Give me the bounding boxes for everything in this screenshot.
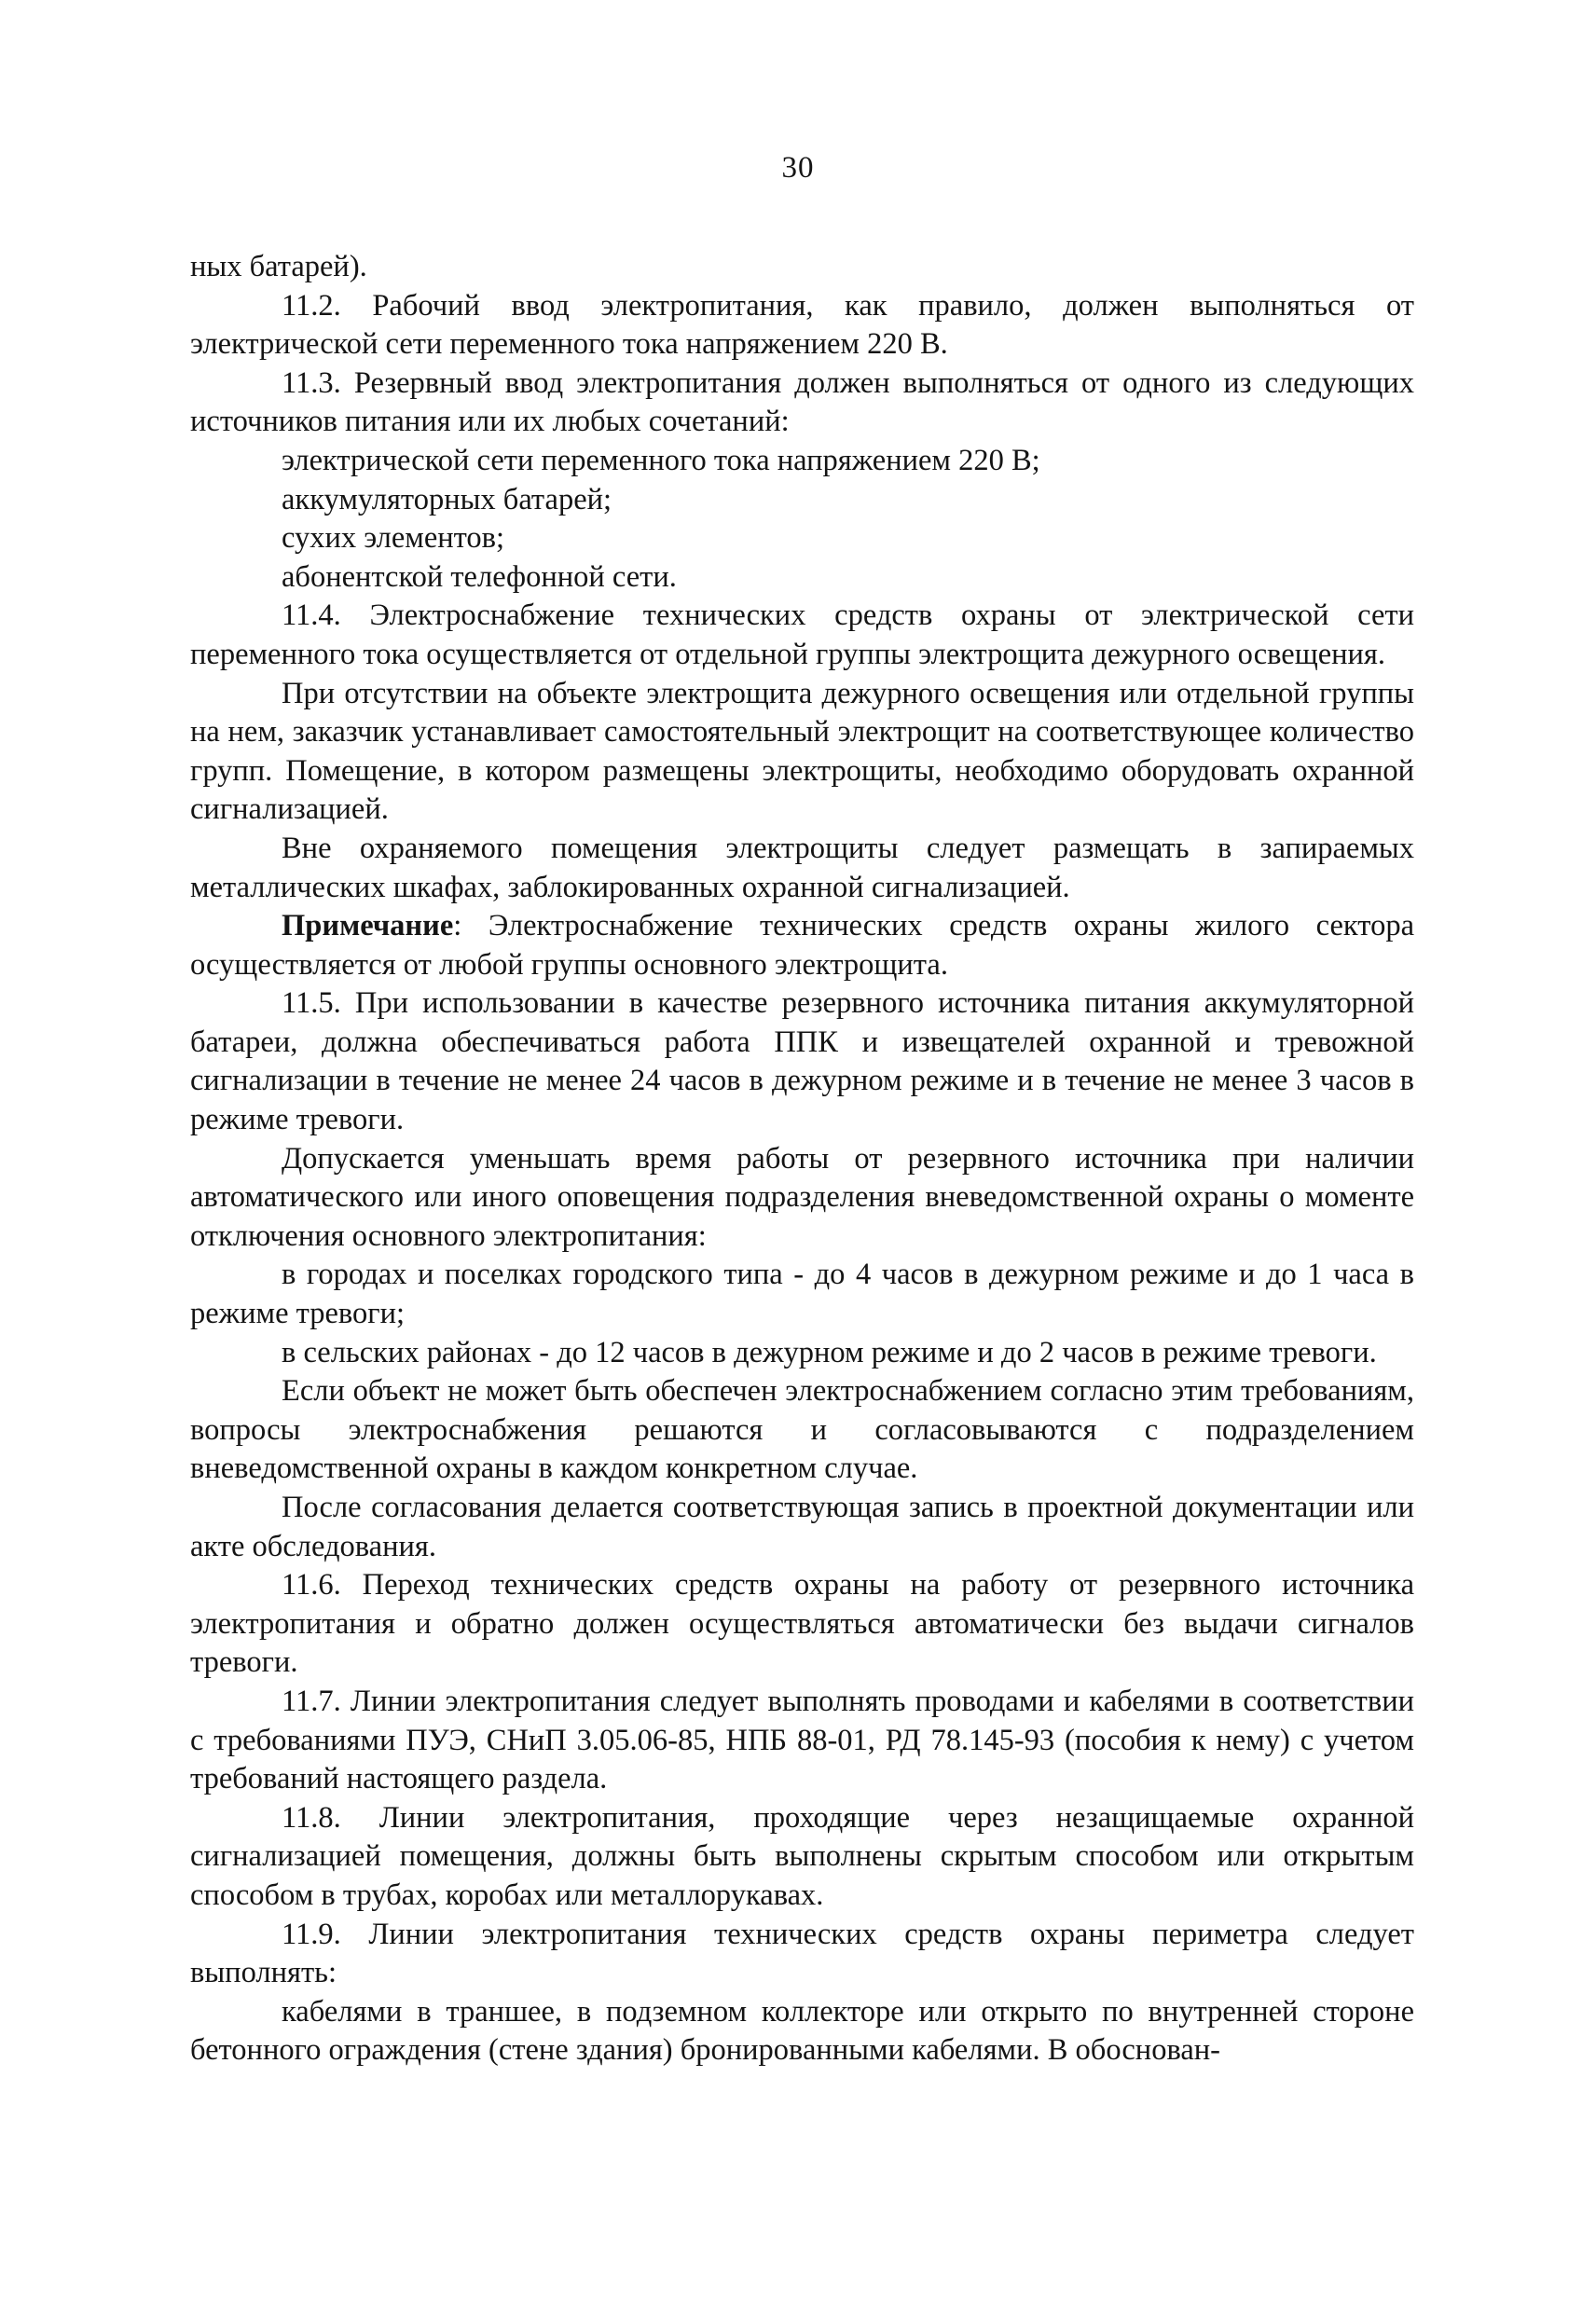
paragraph: После согласования делается соответствующая запись в проектной документации или акте обследования. [190,1491,1414,1563]
paragraph-11-6: 11.6. Переход технических средств охраны на работу от резервного источника электропитания и обратно должен осуществляться автоматически без выдачи сигналов тревоги. [190,1568,1414,1680]
page-number: 30 [781,151,815,185]
list-item: электрической сети переменного тока напряжением 220 В; [282,443,1040,477]
note-paragraph [190,907,1414,984]
paragraph-11-8: 11.8. Линии электропитания, проходящие через незащищаемые охранной сигнализацией помещения, должны быть выполнены скрытым способом или открытым способом в трубах, коробах или металлорукавах. [190,1800,1414,1912]
paragraph: Вне охраняемого помещения электрощиты следует размещать в запираемых металлических шкафах, заблокированных охранной сигнализацией. [190,831,1414,904]
note-text: : Электроснабжение технических средств охраны жилого сектора осуществляется от любой группы основного электрощита. [190,909,1414,982]
paragraph-11-3: 11.3. Резервный ввод электропитания должен выполняться от одного из следующих источников питания или их любых сочетаний: [190,365,1414,439]
list-item: в сельских районах - до 12 часов в дежурном режиме и до 2 часов в режиме тревоги. [282,1335,1377,1369]
paragraph: Допускается уменьшать время работы от резервного источника при наличии автоматического или иного оповещения подразделения вневедомственной охраны о моменте отключения основного электропитания: [190,1141,1414,1253]
paragraph-11-4: 11.4. Электроснабжение технических средств охраны от электрической сети переменного тока осуществляется от отдельной группы электрощита дежурного освещения. [190,598,1414,671]
paragraph: При отсутствии на объекте электрощита дежурного освещения или отдельной группы на нем, заказчик устанавливает самостоятельный электрощит на соответствующее количество групп. Помещение, в котором размещены электрощиты, необходимо оборудовать охранной сигнализацией. [190,676,1414,827]
paragraph: Если объект не может быть обеспечен электроснабжением согласно этим требованиям, вопросы электроснабжения решаются и согласовываются с подразделением вневедомственной охраны в каждом конкретном случае. [190,1374,1414,1486]
note-label: Примечание [282,909,454,943]
list-item: аккумуляторных батарей; [282,482,612,516]
document-body [190,248,1414,2070]
paragraph-11-9: 11.9. Линии электропитания технических средств охраны периметра следует выполнять: [190,1917,1414,1990]
list-item: абонентской телефонной сети. [282,559,677,594]
paragraph-11-5: 11.5. При использовании в качестве резервного источника питания аккумуляторной батареи, должна обеспечиваться работа ППК и извещателей охранной и тревожной сигнализации в течение не менее 24 часов в дежурном режиме и в течение не менее 3 часов в режиме тревоги. [190,986,1414,1137]
list-item: кабелями в траншее, в подземном коллекторе или открыто по внутренней стороне бетонного ограждения (стене здания) бронированными кабелями. В обоснован- [190,1994,1414,2068]
list-item: в городах и поселках городского типа - до 4 часов в дежурном режиме и до 1 часа в режиме тревоги; [190,1258,1414,1331]
paragraph-continuation: ных батарей). [190,250,367,283]
list-item: сухих элементов; [282,521,505,556]
paragraph-11-2: 11.2. Рабочий ввод электропитания, как правило, должен выполняться от электрической сети переменного тока напряжением 220 В. [190,288,1414,362]
paragraph-11-7: 11.7. Линии электропитания следует выполнять проводами и кабелями в соответствии с требованиями ПУЭ, СНиП 3.05.06-85, НПБ 88-01, РД 78.145-93 (пособия к нему) с учетом требований настоящего раздела. [190,1684,1414,1796]
